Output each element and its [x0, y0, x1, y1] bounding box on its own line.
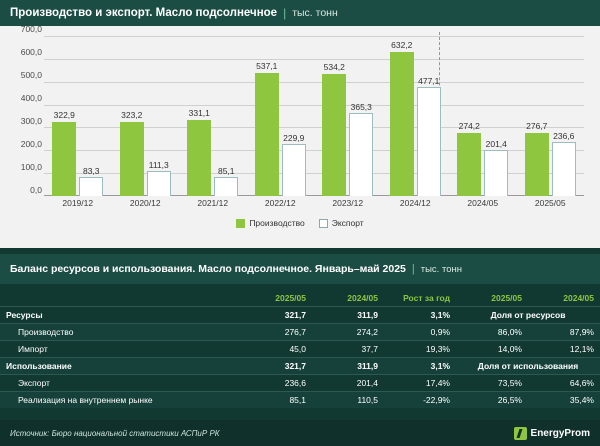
bar-group-2025-05 [517, 36, 585, 196]
y-axis-labels [2, 24, 42, 202]
cell-growth: 19,3% [384, 341, 456, 358]
table-row [0, 375, 600, 392]
cell-share-2024-05: 35,4% [528, 392, 600, 409]
cell-label: Импорт [0, 341, 240, 358]
y-tick-100: 100,0 [20, 162, 42, 172]
y-tick-400: 400,0 [20, 93, 42, 103]
footer-bar [0, 420, 600, 446]
plot-area [44, 36, 584, 196]
cell-2024-05: 311,9 [312, 358, 384, 375]
bar-label-export-2024-05: 201,4 [485, 139, 507, 149]
cell-growth: 3,1% [384, 307, 456, 324]
legend-label-production: Производство [249, 218, 305, 228]
cell-2025-05: 45,0 [240, 341, 312, 358]
col-header-share-2025-05: 2025/05 [491, 293, 522, 303]
cell-share-note: Доля от использования [456, 358, 600, 375]
bar-production-2025-05[interactable] [525, 120, 549, 196]
cell-growth: 17,4% [384, 375, 456, 392]
bar-group-2023-12 [314, 36, 382, 196]
bar-group-2024-12 [382, 36, 450, 196]
col-header-share-2024-05: 2024/05 [563, 293, 594, 303]
cell-share-2024-05: 12,1% [528, 341, 600, 358]
bar-group-2019-12 [44, 36, 112, 196]
table-row [0, 392, 600, 409]
cell-share-2024-05: 87,9% [528, 324, 600, 341]
x-label-3: 2022/12 [264, 198, 296, 208]
bar-groups [44, 36, 584, 196]
y-tick-700: 700,0 [20, 24, 42, 34]
cell-2024-05: 274,2 [312, 324, 384, 341]
x-label-6: 2024/05 [467, 198, 499, 208]
cell-growth: 3,1% [384, 358, 456, 375]
col-header-growth: Рост за год [403, 293, 450, 303]
chart-legend [0, 218, 600, 228]
y-tick-600: 600,0 [20, 47, 42, 57]
bar-export-2019[interactable] [79, 166, 103, 196]
bar-label-production-2024-12: 632,2 [391, 39, 413, 50]
bar-label-production-2022: 537,1 [256, 61, 278, 72]
table-header-row [0, 290, 600, 307]
table-body [0, 307, 600, 409]
bar-export-2024-12[interactable] [417, 75, 441, 196]
chart-title-bar [0, 0, 600, 26]
table-row [0, 341, 600, 358]
table-head [0, 290, 600, 307]
bar-group-2020-12 [112, 36, 180, 196]
col-header-2025-05: 2025/05 [275, 293, 306, 303]
bar-production-2023[interactable] [322, 61, 346, 196]
legend-swatch-production-icon [236, 219, 245, 228]
title-separator: | [283, 6, 287, 20]
cell-label: Использование [0, 358, 240, 375]
cell-label: Ресурсы [0, 307, 240, 324]
bar-label-export-2024-12: 477,1 [418, 75, 440, 86]
brand-name: EnergyProm [530, 427, 590, 439]
bar-production-2020[interactable] [120, 110, 144, 196]
cell-growth: -22,9% [384, 392, 456, 409]
cell-2025-05: 321,7 [240, 358, 312, 375]
bar-group-2024-05 [449, 36, 517, 196]
balance-table [0, 290, 600, 408]
y-tick-200: 200,0 [20, 139, 42, 149]
table-row [0, 358, 600, 375]
legend-item-production[interactable] [236, 218, 304, 228]
x-label-5: 2024/12 [399, 198, 431, 208]
cell-2024-05: 37,7 [312, 341, 384, 358]
balance-table-wrap [0, 290, 600, 408]
col-header-label [0, 290, 240, 307]
bar-export-2020[interactable] [147, 159, 171, 196]
bar-production-2022[interactable] [255, 61, 279, 196]
bar-label-production-2023: 534,2 [323, 61, 345, 72]
bar-label-export-2023: 365,3 [350, 101, 372, 112]
table-units: тыс. тонн [420, 263, 462, 275]
bar-label-production-2025-05: 276,7 [526, 120, 548, 131]
bar-production-2024-05[interactable] [457, 121, 481, 196]
bar-export-2024-05[interactable] [484, 139, 508, 196]
bar-production-2024-12[interactable] [390, 39, 414, 197]
cell-2024-05: 311,9 [312, 307, 384, 324]
cell-label: Экспорт [0, 375, 240, 392]
bar-group-2022-12 [247, 36, 315, 196]
cell-2025-05: 236,6 [240, 375, 312, 392]
cell-label: Производство [0, 324, 240, 341]
bar-label-export-2025-05: 236,6 [553, 130, 575, 141]
cell-2025-05: 276,7 [240, 324, 312, 341]
legend-item-export[interactable] [319, 218, 364, 228]
bar-export-2022[interactable] [282, 132, 306, 197]
bar-label-export-2020: 111,3 [148, 159, 169, 170]
bar-export-2025-05[interactable] [552, 130, 576, 196]
col-header-2024-05: 2024/05 [347, 293, 378, 303]
source-text: Источник: Бюро национальной статистики АСПиР РК [10, 428, 220, 438]
bar-production-2019[interactable] [52, 110, 76, 196]
cell-share-2024-05: 64,6% [528, 375, 600, 392]
table-row [0, 324, 600, 341]
cell-share-2025-05: 86,0% [456, 324, 528, 341]
cell-2024-05: 201,4 [312, 375, 384, 392]
x-axis-labels [44, 198, 584, 214]
bar-export-2021[interactable] [214, 165, 238, 197]
table-title-separator: | [411, 263, 415, 275]
legend-swatch-export-icon [319, 219, 328, 228]
bar-label-production-2020: 323,2 [121, 110, 143, 121]
y-tick-500: 500,0 [20, 70, 42, 80]
table-title: Баланс ресурсов и использования. Масло подсолнечное. Январь–май 2025 [10, 263, 406, 275]
brand-block[interactable] [514, 427, 590, 440]
table-row [0, 307, 600, 324]
cell-label: Реализация на внутреннем рынке [0, 392, 240, 409]
chart-title: Производство и экспорт. Масло подсолнечное [10, 7, 278, 19]
cell-2024-05: 110,5 [312, 392, 384, 409]
x-label-4: 2023/12 [332, 198, 364, 208]
cell-share-2025-05: 73,5% [456, 375, 528, 392]
cell-2025-05: 85,1 [240, 392, 312, 409]
bar-label-export-2022: 229,9 [283, 132, 305, 143]
bar-production-2021[interactable] [187, 108, 211, 196]
cell-growth: 0,9% [384, 324, 456, 341]
y-tick-300: 300,0 [20, 116, 42, 126]
x-label-7: 2025/05 [534, 198, 566, 208]
cell-share-2025-05: 26,5% [456, 392, 528, 409]
chart-units: тыс. тонн [292, 7, 338, 19]
bar-export-2023[interactable] [349, 101, 373, 197]
bar-label-production-2024-05: 274,2 [458, 121, 480, 132]
x-label-2: 2021/12 [197, 198, 229, 208]
bar-label-export-2019: 83,3 [82, 166, 100, 176]
table-title-bar [0, 254, 600, 284]
legend-label-export: Экспорт [331, 218, 364, 228]
chart-panel [0, 26, 600, 248]
bar-label-production-2019: 322,9 [53, 110, 75, 121]
cell-share-note: Доля от ресурсов [456, 307, 600, 324]
x-label-0: 2019/12 [62, 198, 94, 208]
x-label-1: 2020/12 [129, 198, 161, 208]
bar-label-production-2021: 331,1 [188, 108, 210, 119]
cell-2025-05: 321,7 [240, 307, 312, 324]
bar-group-2021-12 [179, 36, 247, 196]
cell-share-2025-05: 14,0% [456, 341, 528, 358]
bar-label-export-2021: 85,1 [217, 165, 235, 176]
energyprom-logo-icon [514, 427, 527, 440]
y-tick-0: 0,0 [30, 185, 42, 195]
